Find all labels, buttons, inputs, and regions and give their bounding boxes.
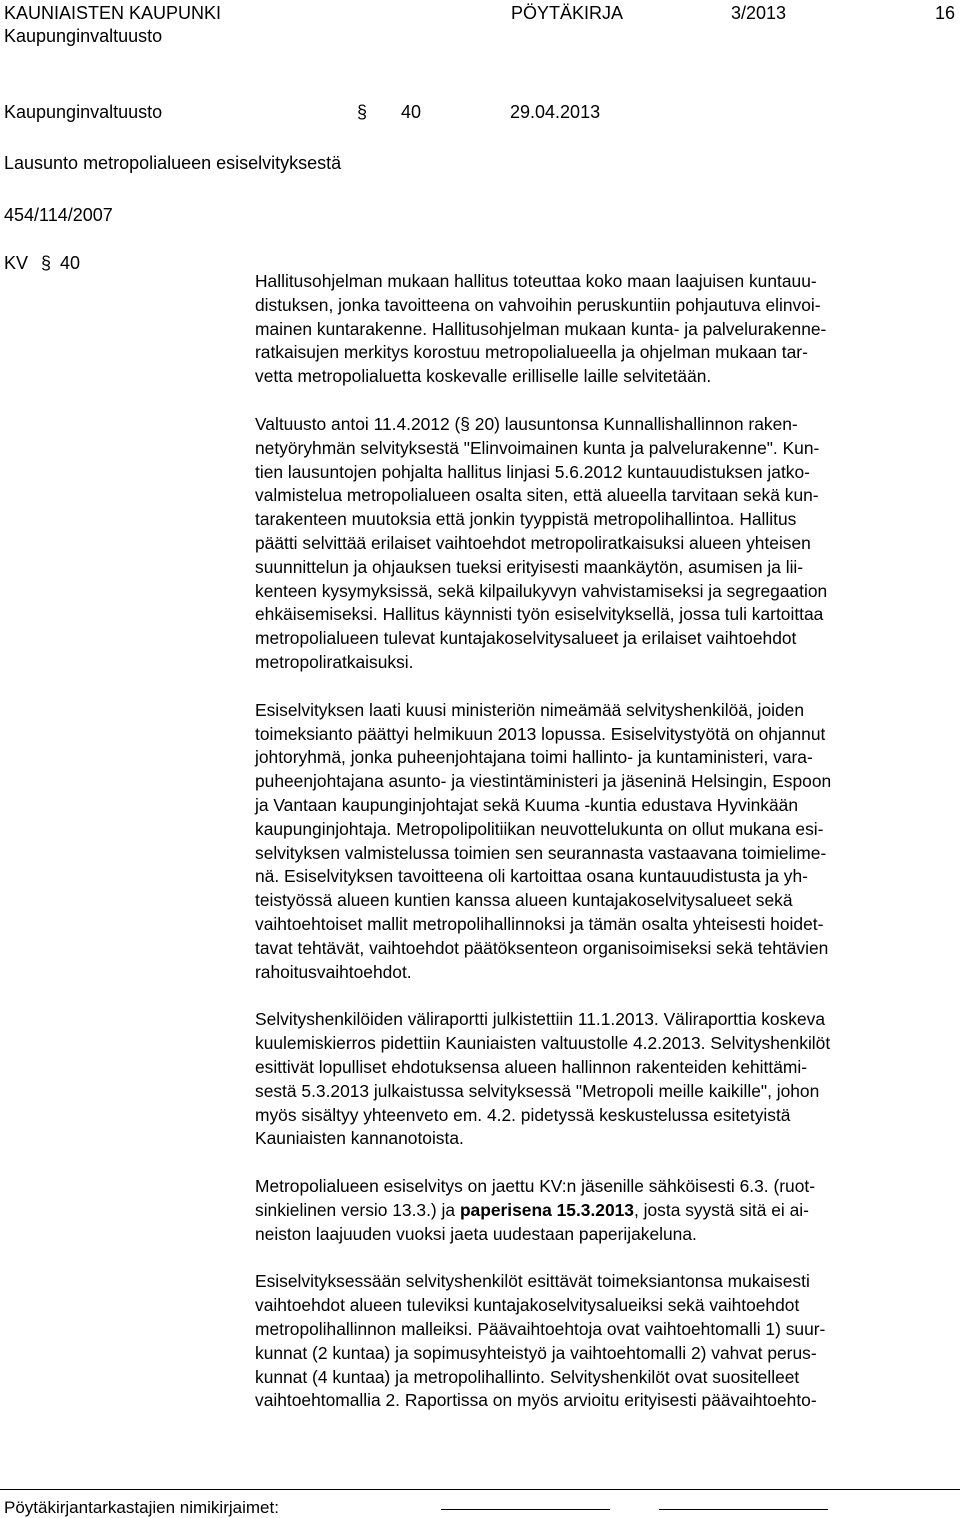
text-line: Esiselvityksessään selvityshenkilöt esittävät toimeksiantonsa mukaisesti — [255, 1271, 810, 1292]
text-line: sestä 5.3.2013 julkaistussa selvityksessä "Metropoli meille kaikille", johon — [255, 1080, 820, 1101]
text-line: kunnat (2 kuntaa) ja sopimusyhteistyö ja vaihtoehtomalli 2) vahvat perus- — [255, 1342, 817, 1363]
text-line: ratkaisujen merkitys korostuu metropolialueella ja ohjelman mukaan tar- — [255, 342, 808, 363]
text-line: puheenjohtajana asunto- ja viestintäministeri ja jäseninä Helsingin, Espoon — [255, 771, 832, 792]
text-line: vaihtoehdot alueen tuleviksi kuntajakoselvitysalueiksi sekä vaihtoehdot — [255, 1295, 800, 1316]
item-title: Lausunto metropolialueen esiselvityksestä — [4, 153, 342, 173]
ref-section-number: 40 — [60, 253, 81, 273]
paragraph-1 — [255, 270, 958, 389]
header-body: Kaupunginvaltuusto — [4, 26, 163, 46]
text-line: Metropolialueen esiselvitys on jaettu KV:n jäsenille sähköisesti 6.3. (ruot- — [255, 1176, 816, 1197]
bold-date-emphasis: paperisena 15.3.2013 — [459, 1199, 634, 1220]
text-line: selvityksen valmistelussa toimien sen seurannasta vastaavana toimielime- — [255, 842, 827, 863]
text-line: valmistelua metropolialueen osalta siten, että alueella tarvitaan sekä kun- — [255, 485, 819, 506]
text-line: kaupunginjohtaja. Metropolipolitiikan neuvottelukunta on ollut mukana esi- — [255, 818, 824, 839]
initials-line-2 — [659, 1509, 828, 1510]
footer-initials-label: Pöytäkirjantarkastajien nimikirjaimet: — [4, 1498, 279, 1517]
text-line — [255, 1200, 809, 1220]
text-line: kunnat (4 kuntaa) ja metropolihallinto. Selvityshenkilöt ovat suositelleet — [255, 1366, 800, 1387]
text-line: suunnittelun ja ohjauksen tueksi erityisesti maankäytön, asumisen ja lii- — [255, 556, 804, 577]
text-line: metropoliratkaisuksi. — [255, 651, 414, 672]
text-line: metropolialueen tulevat kuntajakoselvitysalueet ja erilaiset vaihtoehdot — [255, 628, 797, 649]
initials-line-1 — [441, 1509, 610, 1510]
text-line: tien lausuntojen pohjalta hallitus linjasi 5.6.2012 kuntauudistuksen jatko- — [255, 461, 810, 482]
record-number: 454/114/2007 — [4, 205, 113, 225]
text-line: kuulemiskierros pidettiin Kauniaisten valtuustolle 4.2.2013. Selvityshenkilöt — [255, 1033, 831, 1054]
paragraph-2 — [255, 413, 958, 675]
ref-section-mark: § — [41, 253, 52, 273]
footer-divider — [0, 1489, 960, 1490]
text-line: johtoryhmä, jonka puheenjohtajana toimi hallinto- ja kuntaministeri, vara- — [255, 747, 813, 768]
text-line: tarakenteen muutoksia että jonkin tyyppistä metropolihallintoa. Hallitus — [255, 509, 797, 530]
text-line: distuksen, jonka tavoitteena on vahvoihin peruskuntiin pohjautuva elinvoi- — [255, 294, 821, 315]
text-line: Esiselvityksen laati kuusi ministeriön nimeämää selvityshenkilöä, joiden — [255, 699, 805, 720]
text-line: Kauniaisten kannanotoista. — [255, 1128, 464, 1149]
paragraph-6 — [255, 1270, 958, 1413]
meeting-section-mark: § — [357, 102, 368, 122]
paragraph-4 — [255, 1008, 958, 1151]
text-line: netyöryhmän selvityksestä "Elinvoimainen kunta ja palvelurakenne". Kun- — [255, 437, 820, 458]
minutes-body — [255, 270, 958, 1437]
text-line: ja Vantaan kaupunginjohtajat sekä Kuuma -kuntia edustava Hyvinkään — [255, 794, 799, 815]
text-line: ehkäisemiseksi. Hallitus käynnisti työn esiselvityksellä, jossa tuli kartoittaa — [255, 604, 824, 625]
text-segment: sinkielinen versio 13.3.) ja — [255, 1199, 460, 1220]
text-line: esittivät lopulliset ehdotuksensa alueen hallinnon rakenteiden kehittämi- — [255, 1056, 808, 1077]
text-line: vetta metropolialuetta koskevalle erilliselle laille selvitetään. — [255, 366, 712, 387]
paragraph-3 — [255, 699, 958, 985]
text-line: tavat tehtävät, vaihtoehdot päätöksenteon organisoimiseksi sekä tehtävien — [255, 937, 829, 958]
text-line: myös sisältyy yhteenveto em. 4.2. pidetyssä keskustelussa esitetyistä — [255, 1104, 791, 1125]
text-line: neiston laajuuden vuoksi jaeta uudestaan paperijakeluna. — [255, 1223, 697, 1244]
header-issue: 3/2013 — [731, 3, 787, 23]
text-line: kenteen kysymyksissä, sekä kilpailukyvyn vahvistamiseksi ja segregaation — [255, 580, 828, 601]
header-page-number: 16 — [935, 3, 956, 23]
text-line: nä. Esiselvityksen tavoitteena oli kartoittaa osana kuntauudistusta ja yh- — [255, 866, 808, 887]
meeting-section-number: 40 — [401, 102, 422, 122]
text-line: metropolihallinnon malleiksi. Päävaihtoehtoja ovat vaihtoehtomalli 1) suur- — [255, 1319, 826, 1340]
text-segment: , josta syystä sitä ei ai- — [633, 1199, 809, 1220]
text-line: vaihtoehtoiset mallit metropolihallinnoksi ja tämän osalta yhteisesti hoidet- — [255, 913, 824, 934]
text-line: mainen kuntarakenne. Hallitusohjelman mukaan kunta- ja palvelurakenne- — [255, 318, 827, 339]
text-line: teistyössä alueen kuntien kanssa alueen kuntajakoselvitysalueet sekä — [255, 890, 793, 911]
text-line: Valtuusto antoi 11.4.2012 (§ 20) lausuntonsa Kunnallishallinnon raken- — [255, 413, 798, 434]
header-org: KAUNIAISTEN KAUPUNKI — [4, 3, 222, 23]
meeting-date: 29.04.2013 — [510, 102, 601, 122]
text-line: Selvityshenkilöiden väliraportti julkistettiin 11.1.2013. Väliraporttia koskeva — [255, 1009, 826, 1030]
text-line: rahoitusvaihtoehdot. — [255, 961, 412, 982]
ref-label: KV — [4, 253, 29, 273]
meeting-body: Kaupunginvaltuusto — [4, 102, 163, 122]
text-line: vaihtoehtomallia 2. Raportissa on myös arvioitu erityisesti päävaihtoehto- — [255, 1390, 817, 1411]
header-doc-type: PÖYTÄKIRJA — [511, 3, 624, 23]
text-line: Hallitusohjelman mukaan hallitus toteuttaa koko maan laajuisen kuntauu- — [255, 271, 817, 291]
text-line: toimeksianto päättyi helmikuun 2013 lopussa. Esiselvitystyötä on ohjannut — [255, 723, 826, 744]
paragraph-5 — [255, 1175, 958, 1246]
text-line: päätti selvittää erilaiset vaihtoehdot metropoliratkaisuksi alueen yhteisen — [255, 532, 811, 553]
